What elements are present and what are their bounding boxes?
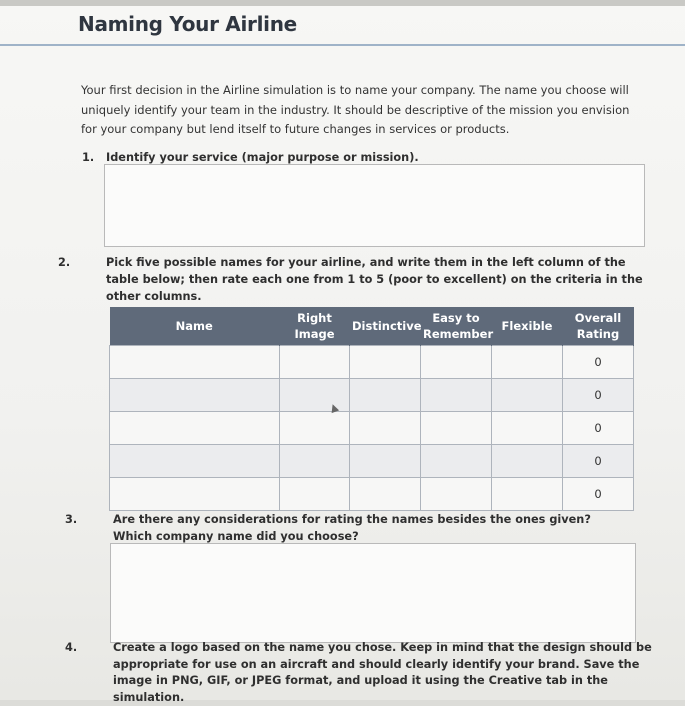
overall-rating-cell: 0 — [563, 478, 634, 511]
intro-paragraph: Your first decision in the Airline simulation is to name your company. The name you choose will uniquely identify your team in the industry. It should be descriptive of the mission you envision for your company but lend itself to future changes in services or products. — [81, 83, 630, 136]
flexible-cell[interactable] — [492, 346, 563, 379]
name-cell[interactable] — [110, 445, 280, 478]
name-cell[interactable] — [110, 412, 280, 445]
easy-to-remember-cell[interactable] — [421, 445, 492, 478]
header-flexible: Flexible — [492, 307, 563, 346]
header-overall-rating: Overall Rating — [563, 307, 634, 346]
table-row — [110, 445, 634, 478]
question-2 — [58, 254, 651, 305]
question-4 — [65, 640, 661, 706]
easy-to-remember-cell[interactable] — [421, 478, 492, 511]
question-1-text: Identify your service (major purpose or mission). — [106, 151, 419, 164]
table-header-row — [110, 307, 634, 346]
table-row — [110, 412, 634, 445]
question-1-number: 1. — [82, 151, 95, 164]
distinctive-cell[interactable] — [350, 478, 421, 511]
flexible-cell[interactable] — [492, 445, 563, 478]
header-right-image: Right Image — [280, 307, 350, 346]
service-answer-input[interactable] — [104, 164, 645, 247]
flexible-cell[interactable] — [492, 478, 563, 511]
name-cell[interactable] — [110, 346, 280, 379]
flexible-cell[interactable] — [492, 412, 563, 445]
overall-rating-cell: 0 — [563, 412, 634, 445]
overall-rating-cell: 0 — [563, 346, 634, 379]
overall-rating-cell: 0 — [563, 379, 634, 412]
table-row — [110, 346, 634, 379]
question-4-text: Create a logo based on the name you chose. Keep in mind that the design should be appropriate for use on an aircraft and should clearly identify your brand. Save the image in PNG, GIF, or JPEG format, and upload it using the Creative tab in the simulation. — [113, 641, 652, 704]
right-image-cell[interactable] — [280, 478, 350, 511]
header-distinctive: Distinctive — [350, 307, 421, 346]
page-title: Naming Your Airline — [78, 12, 297, 36]
right-image-cell[interactable] — [280, 412, 350, 445]
right-image-cell[interactable] — [280, 445, 350, 478]
name-cell[interactable] — [110, 478, 280, 511]
flexible-cell[interactable] — [492, 379, 563, 412]
overall-rating-cell: 0 — [563, 445, 634, 478]
name-rating-table — [109, 307, 634, 511]
distinctive-cell[interactable] — [350, 412, 421, 445]
easy-to-remember-cell[interactable] — [421, 412, 492, 445]
distinctive-cell[interactable] — [350, 445, 421, 478]
right-image-cell[interactable] — [280, 379, 350, 412]
question-4-number: 4. — [65, 641, 78, 654]
question-3-number: 3. — [65, 513, 78, 526]
name-cell[interactable] — [110, 379, 280, 412]
easy-to-remember-cell[interactable] — [421, 379, 492, 412]
table-row — [110, 478, 634, 511]
right-image-cell[interactable] — [280, 346, 350, 379]
header-easy-to-remember: Easy to Remember — [421, 307, 492, 346]
easy-to-remember-cell[interactable] — [421, 346, 492, 379]
top-strip — [0, 0, 685, 6]
question-3 — [65, 511, 623, 545]
question-3-text: Are there any considerations for rating the names besides the ones given? Which company name did you choose? — [113, 513, 591, 543]
title-divider — [0, 44, 685, 46]
question-2-text: Pick five possible names for your airline, and write them in the left column of the table below; then rate each one from 1 to 5 (poor to excellent) on the criteria in the other columns. — [106, 256, 643, 303]
distinctive-cell[interactable] — [350, 379, 421, 412]
question-2-number: 2. — [58, 256, 71, 269]
considerations-answer-input[interactable] — [110, 543, 636, 643]
table-row — [110, 379, 634, 412]
header-name: Name — [110, 307, 280, 346]
distinctive-cell[interactable] — [350, 346, 421, 379]
